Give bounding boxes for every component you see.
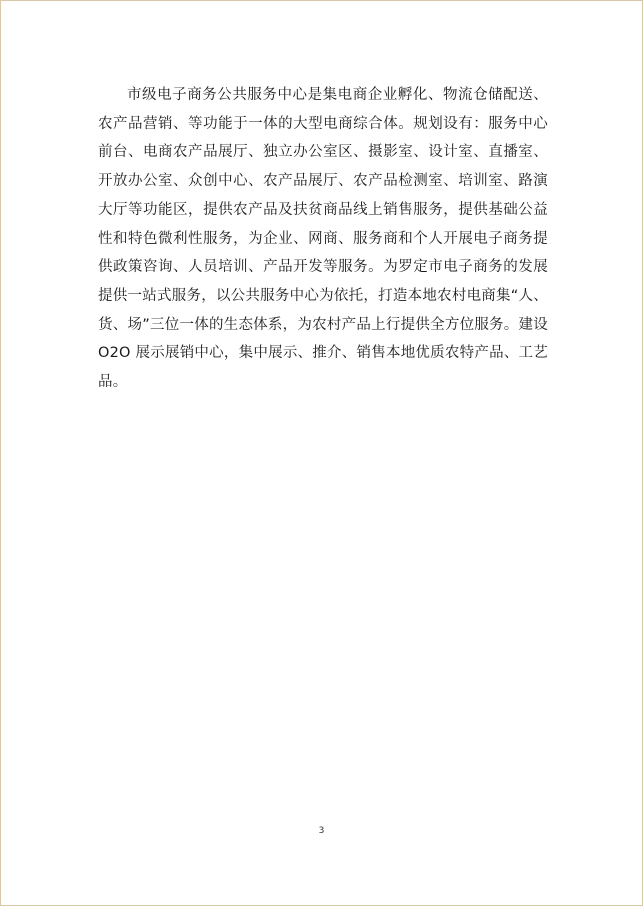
body-paragraph: 市级电子商务公共服务中心是集电商企业孵化、物流仓储配送、农产品营销、等功能于一体的大型电商综合体。规划设有：服务中心前台、电商农产品展厅、独立办公室区、摄影室、设计室、直播室、开放办公室、众创中心、农产品展厅、农产品检测室、培训室、路演大厅等功能区，提供农产品及扶贫商品线上销售服务，提供基础公益性和特色微利性服务，为企业、网商、服务商和个人开展电子商务提供政策咨询、人员培训、产品开发等服务。为罗定市电子商务的发展提供一站式服务，以公共服务中心为依托，打造本地农村电商集“人、货、场”三位一体的生态体系，为农村产品上行提供全方位服务。建设 O2O 展示展销中心，集中展示、推介、销售本地优质农特产品、工艺品。 xyxy=(98,87,548,391)
page-number: 3 xyxy=(318,826,325,836)
